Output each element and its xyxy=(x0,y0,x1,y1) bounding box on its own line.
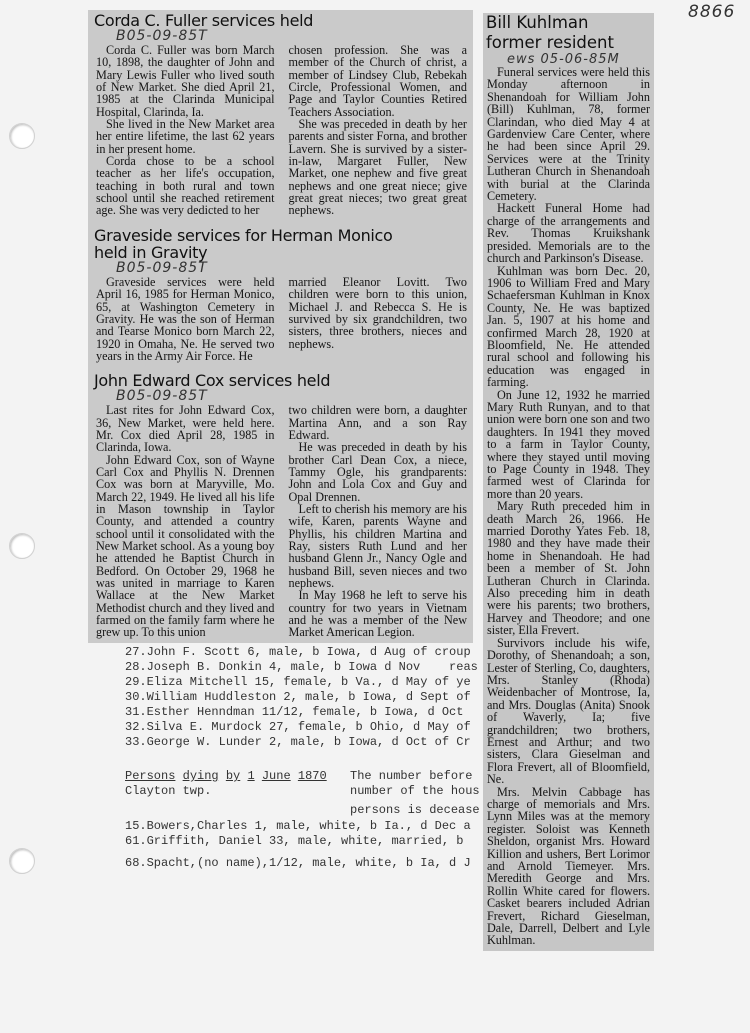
story-monico xyxy=(88,227,473,362)
typed-heading-word: by xyxy=(225,769,241,783)
typed-note-line: number of the hous xyxy=(350,784,480,798)
story-fuller xyxy=(88,12,473,217)
typed-township: Clayton twp. xyxy=(125,784,212,798)
paragraph: Corda chose to be a school teacher as her life's occupation, teaching in both rural and town school until she reached retirement age. She was very dedicted to her xyxy=(96,154,275,218)
typed-heading-word: dying xyxy=(182,769,219,783)
date-note: B05-09-85T xyxy=(116,388,208,405)
paragraph: Mrs. Melvin Cabbage has charge of memorials and Mrs. Lynn Miles was at the memory register. Soloist was Kenneth Sheldon, organist Mrs. Howard Killion and ushers, Bert Lorimor and Arnold Tiemeyer. Mrs. Meredith George and Mrs. Rollin White cared for flowers. Casket bearers included Adrian Frevert, Richard Gieselman, Dale, Darrell, Delbert and Lyle Kuhlman. xyxy=(487,784,650,948)
paragraph: Corda C. Fuller was born March 10, 1898, the daughter of John and Mary Lewis Fuller who lived south of New Market. She died April 21, 1985 at the Clarinda Municipal Hospital, Clarinda, Ia. xyxy=(96,43,275,119)
column-right xyxy=(289,276,468,362)
typed-heading-word: 1870 xyxy=(297,769,327,783)
paragraph: She was preceded in death by her parents and sister Forna, and brother Lavern. She is survived by a sister-in-law, Margaret Fuller, New Market, one nephew and five great nephews and one great niece; give great great nieces; two great great nephews. xyxy=(288,117,467,218)
paragraph: Survivors include his wife, Dorothy, of Shenandoah; a son, Lester of Sterling, Co, daughters, Mrs. Stanley (Rhoda) Weidenbacher of Montrose, Ia, and Mrs. Douglas (Anita) Snook of Waverly, Ia; five grandchildren; two brothers, Ernest and Arthur; and two sisters, Clara Gieselman and Flora Frevert, all of Bloomfield, Ne. xyxy=(487,635,650,787)
paragraph: Mary Ruth preceded him in death March 26, 1966. He married Dorothy Yates Feb. 18, 1980 and they have made their home in Shenandoah. He had been a member of St. John Lutheran Church in Clarinda. Also preceding him in death were his parents; two brothers, Harvey and Theodore; and one sister, Ella Frevert. xyxy=(487,499,650,638)
paragraph: In May 1968 he left to serve his country for two years in Vietnam and he was a member of the New Market American Legion. xyxy=(288,588,467,640)
typed-list xyxy=(125,645,478,750)
headline: John Edward Cox services held xyxy=(94,371,331,391)
typed-heading-word: June xyxy=(261,769,291,783)
column-right xyxy=(289,44,468,217)
typed-note-line: The number before xyxy=(350,769,473,783)
typed-note-line: persons is decease xyxy=(350,803,480,817)
paragraph: She lived in the New Market area her entire lifetime, the last 62 years in her present home. xyxy=(96,117,275,156)
paragraph: Left to cherish his memory are his wife, Karen, parents Wayne and Phyllis, his children Martina and Ray, sisters Ruth Lund and her husband Glenn Jr., Nancy Ogle and husband Bill, seven nieces and two nephews. xyxy=(288,501,467,591)
typed-entry: 68.Spacht,(no name),1/12, male, white, b Ia, d J xyxy=(125,856,471,870)
paragraph: Kuhlman was born Dec. 20, 1906 to William Fred and Mary Schaefersman Kuhlman in Knox County, Ne. He was baptized Jan. 5, 1907 at his home and confirmed March 28, 1920 at Bloomfield, Ne. He attended rural school and following his education was engaged in farming. xyxy=(487,263,650,390)
typed-heading-word: 1 xyxy=(247,769,255,783)
paragraph: married Eleanor Lovitt. Two children were born to this union, Michael J. and Rebecca S. He is survived by six grandchildren, two sisters, three brothers, nieces and nephews. xyxy=(288,274,467,351)
column-left xyxy=(96,276,275,362)
headline: Corda C. Fuller services held xyxy=(94,11,314,30)
typed-heading-word: Persons xyxy=(125,769,176,783)
typed-entry: 61.Griffith, Daniel 33, male, white, married, b xyxy=(125,834,464,848)
typed-entry: 15.Bowers,Charles 1, male, white, b Ia., d Dec a xyxy=(125,819,471,833)
typed-list-line: 29.Eliza Mitchell 15, female, b Va., d May of ye xyxy=(125,675,471,689)
typed-section-heading xyxy=(125,769,327,784)
headline-line-1: Bill Kuhlman xyxy=(486,13,589,32)
typed-list-line: 33.George W. Lunder 2, male, b Iowa, d Oct of Cr xyxy=(125,735,471,749)
date-note: B05-09-85T xyxy=(116,28,208,44)
paragraph: Last rites for John Edward Cox, 36, New Market, were held here. Mr. Cox died April 28, 1985 in Clarinda, Iowa. xyxy=(96,403,275,455)
obituary-clipping-left xyxy=(88,10,473,643)
column-left xyxy=(96,404,275,639)
paragraph: chosen profession. She was a member of the Church of christ, a member of Lindsey Club, Rebekah Circle, Professional Women, and Page and Taylor Counties Retired Teachers Association. xyxy=(288,43,467,119)
obituary-clipping-kuhlman xyxy=(483,13,654,951)
paragraph: Funeral services were held this Monday afternoon in Shenandoah for William John (Bill) Kuhlman, 78, former Clarindan, who died May 4 at Gardenview Care Center, where he had been since April 29. Services were at the Trinity Lutheran Church in Shenandoah with burial at the Clarinda Cemetery. xyxy=(487,65,650,204)
headline-line-2: former resident xyxy=(486,33,614,52)
typed-list-line: 32.Silva E. Murdock 27, female, b Ohio, d May of xyxy=(125,720,471,734)
headline: Graveside services for Herman Monico held in Gravity xyxy=(94,225,393,262)
typed-list-line: 30.William Huddleston 2, male, b Iowa, d Sept of xyxy=(125,690,471,704)
column-right xyxy=(289,404,468,639)
typed-list-line: 27.John F. Scott 6, male, b Iowa, d Aug of croup xyxy=(125,645,471,659)
story-cox xyxy=(88,372,473,639)
paragraph: John Edward Cox, son of Wayne Carl Cox and Phyllis N. Drennen Cox was born at Maryville, Mo. March 22, 1949. He lived all his life in Mason township in Taylor County, and attended a country school until it consolidated with the New Market school. As a young boy he attended he Baptist Church in Bedford. On October 29, 1968 he was united in marriage to Karen Wallace at the New Market Methodist church and they lived and farmed on the family farm where he grew up. To this union xyxy=(96,452,275,640)
date-note: B05-09-85T xyxy=(116,259,208,276)
binder-hole xyxy=(9,123,35,149)
kuhlman-body xyxy=(483,66,654,947)
paragraph: On June 12, 1932 he married Mary Ruth Runyan, and to that union were born one son and two daughters. In 1941 they moved to a farm in Taylor County, where they stayed until moving to Page County in 1948. They farmed west of Clarinda for more than 20 years. xyxy=(487,387,650,501)
date-note: ews 05-06-85M xyxy=(507,52,620,67)
binder-hole xyxy=(9,848,35,874)
paragraph: Hackett Funeral Home had charge of the arrangements and Rev. Thomas Kruikshank presided. Memorials are to the church and Parkinson's Disease. xyxy=(487,201,650,266)
binder-hole xyxy=(9,533,35,559)
column-left xyxy=(96,44,275,217)
typed-list-line: 28.Joseph B. Donkin 4, male, b Iowa d Nov reas xyxy=(125,660,478,674)
file-number: 8866 xyxy=(688,2,736,22)
typed-list-line: 31.Esther Henndman 11/12, female, b Iowa, d Oct xyxy=(125,705,464,719)
paragraph: Graveside services were held April 16, 1985 for Herman Monico, 65, at Washington Cemetery in Gravity. He was the son of Herman and Tearse Monico born March 22, 1920 in Omaha, Ne. He served two years in the Army Air Force. He xyxy=(96,274,275,363)
paragraph: He was preceded in death by his brother Carl Dean Cox, a niece, Tammy Ogle, his grandparents: John and Lola Cox and Guy and Opal Drennen. xyxy=(288,440,467,504)
paragraph: two children were born, a daughter Martina Ann, and a son Ray Edward. xyxy=(288,403,467,442)
